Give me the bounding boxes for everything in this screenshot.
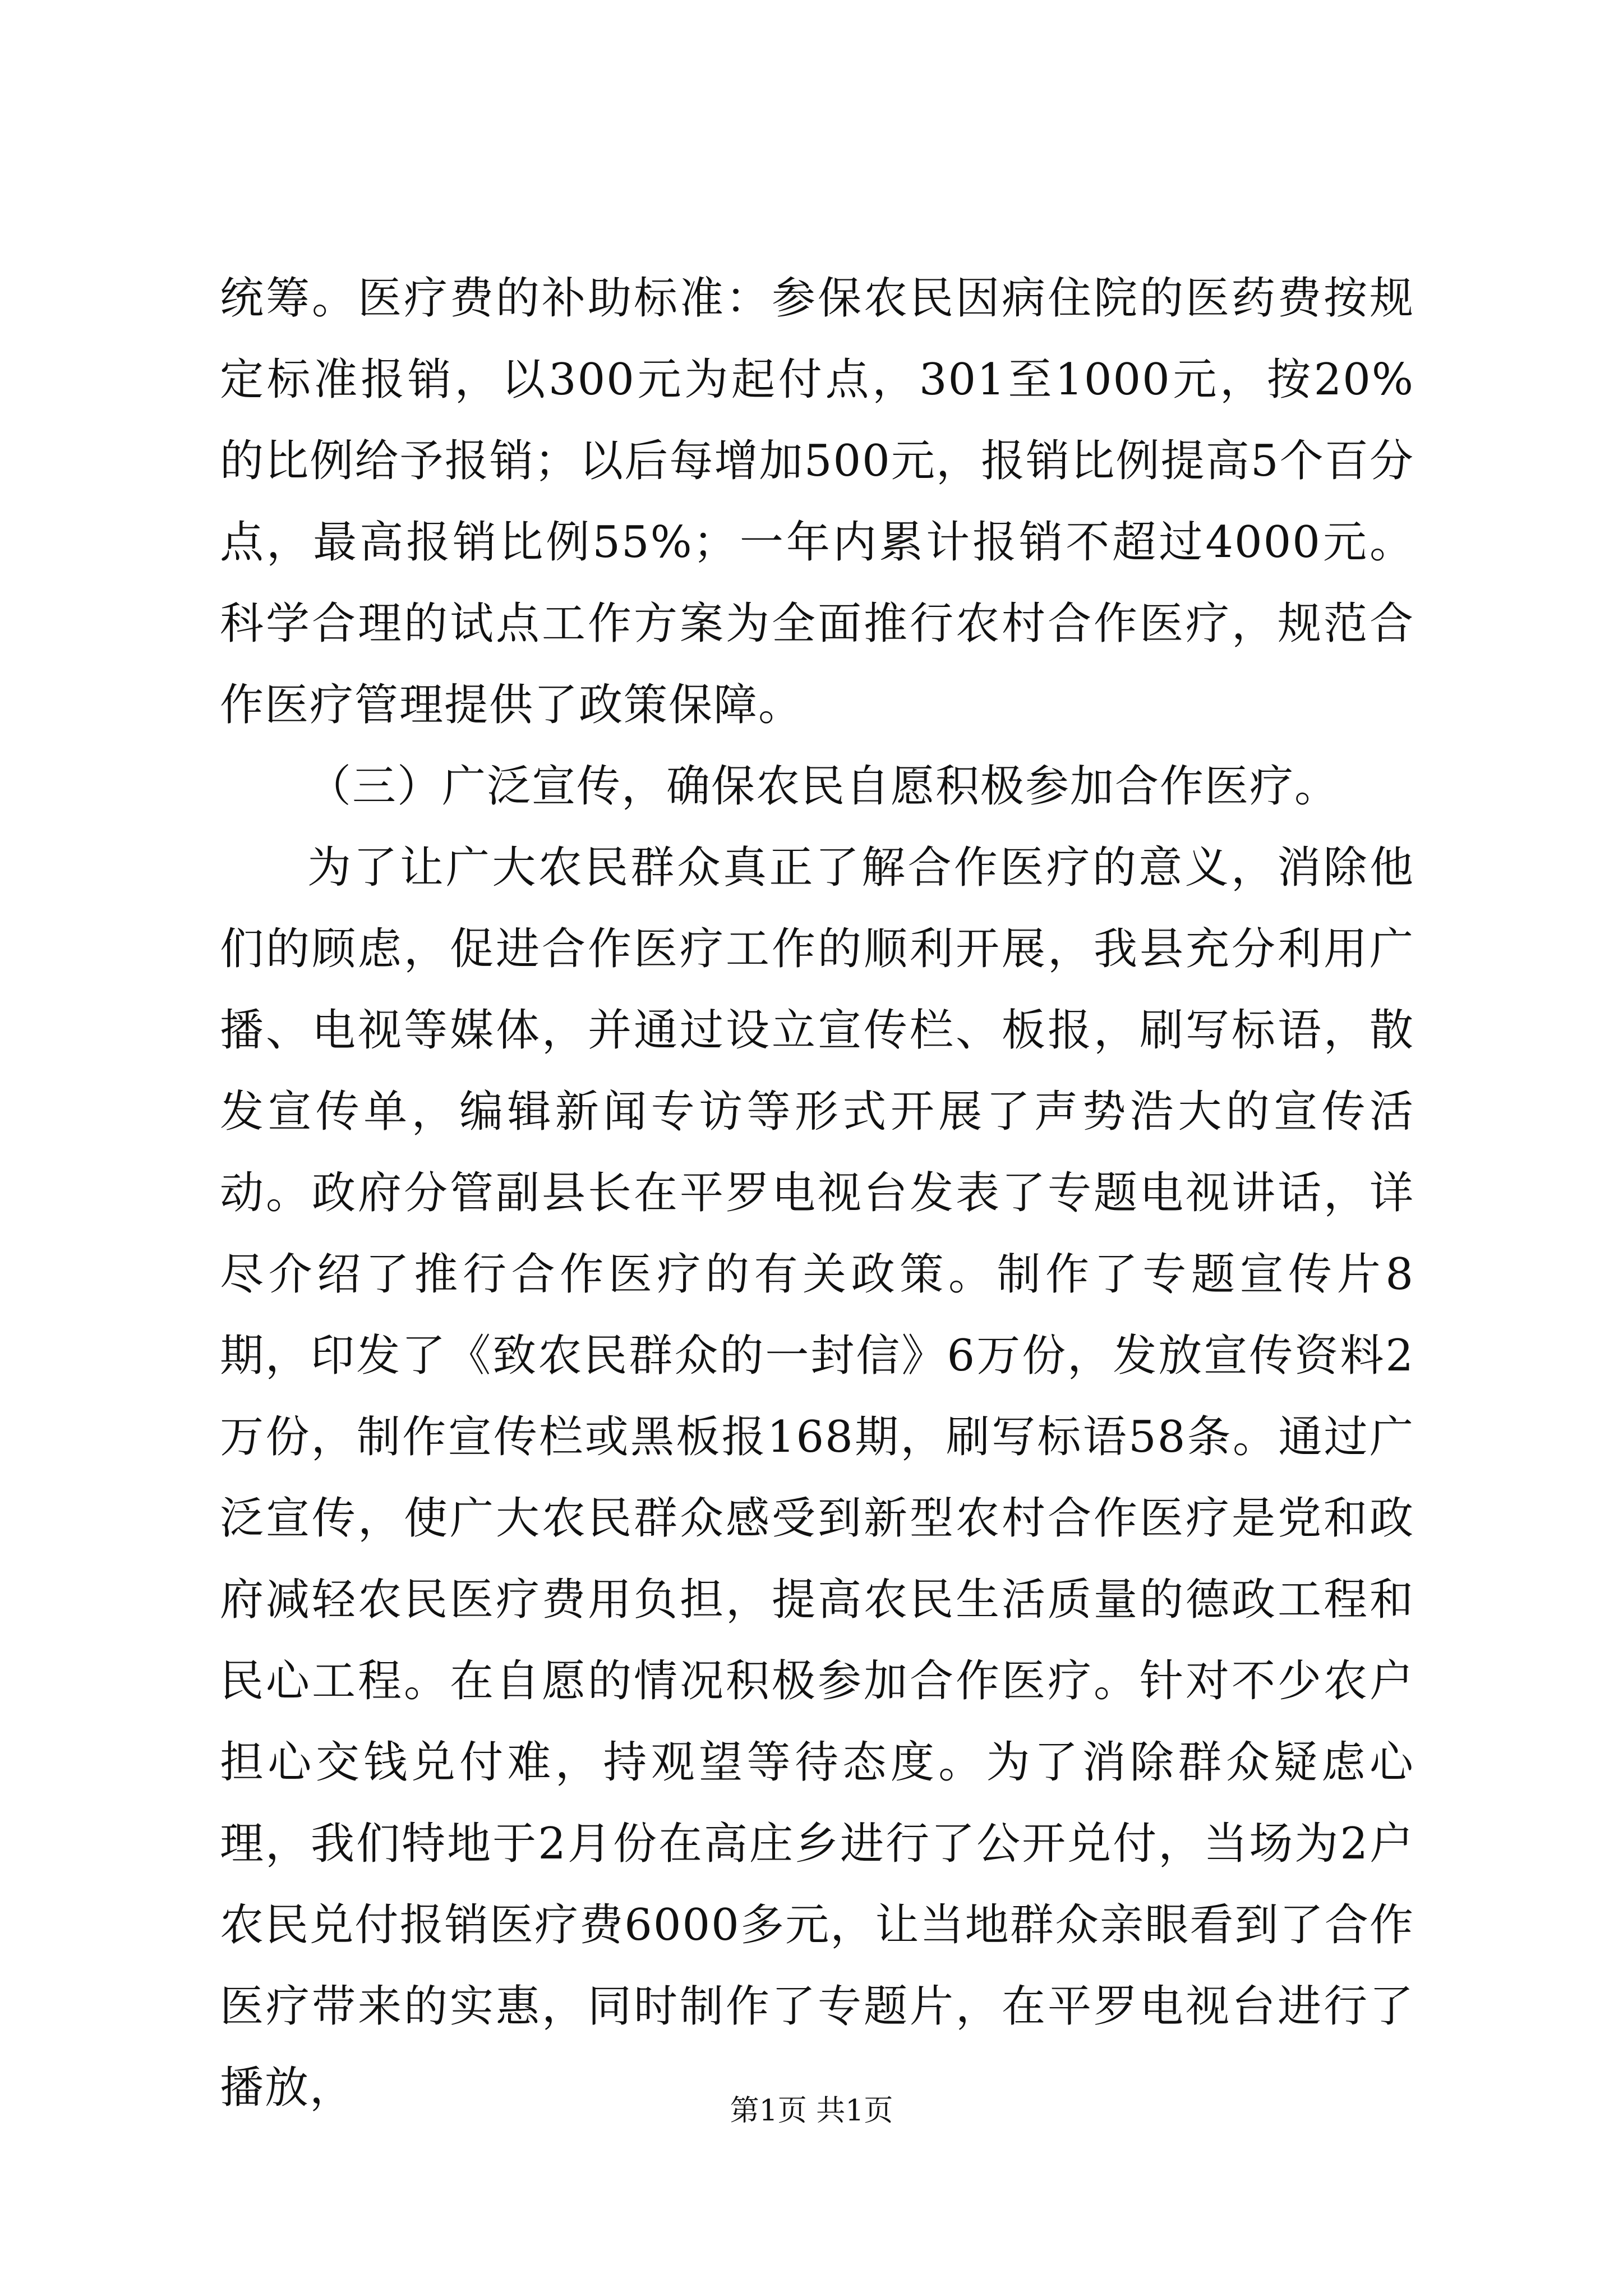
paragraph-publicity: 为了让广大农民群众真正了解合作医疗的意义，消除他们的顾虑，促进合作医疗工作的顺利开展，我县充分利用广播、电视等媒体，并通过设立宣传栏、板报，刷写标语，散发宣传单，编辑新闻专访等形式开展了声势浩大的宣传活动。政府分管副县长在平罗电视台发表了专题电视讲话，详尽介绍了推行合作医疗的有关政策。制作了专题宣传片8期，印发了《致农民群众的一封信》6万份，发放宣传资料2万份，制作宣传栏或黑板报168期，刷写标语58条。通过广泛宣传，使广大农民群众感受到新型农村合作医疗是党和政府减轻农民医疗费用负担，提高农民生活质量的德政工程和民心工程。在自愿的情况积极参加合作医疗。针对不少农户担心交钱兑付难，持观望等待态度。为了消除群众疑虑心理，我们特地于2月份在高庄乡进行了公开兑付，当场为2户农民兑付报销医疗费6000多元，让当地群众亲眼看到了合作医疗带来的实惠，同时制作了专题片，在平罗电视台进行了播放， [220, 843, 1414, 2113]
paragraph-continuation: 统筹。医疗费的补助标准：参保农民因病住院的医药费按规定标准报销，以300元为起付点，301至1000元，按20%的比例给予报销；以后每增加500元，报销比例提高5个百分点，最高报销比例55%；一年内累计报销不超过4000元。科学合理的试点工作方案为全面推行农村合作医疗，规范合作医疗管理提供了政策保障。 [220, 273, 1414, 730]
document-body [220, 258, 1414, 2129]
section-heading: （三）广泛宣传，确保农民自愿积极参加合作医疗。 [307, 761, 1340, 812]
page-footer: 第1页 共1页 [730, 2094, 893, 2128]
